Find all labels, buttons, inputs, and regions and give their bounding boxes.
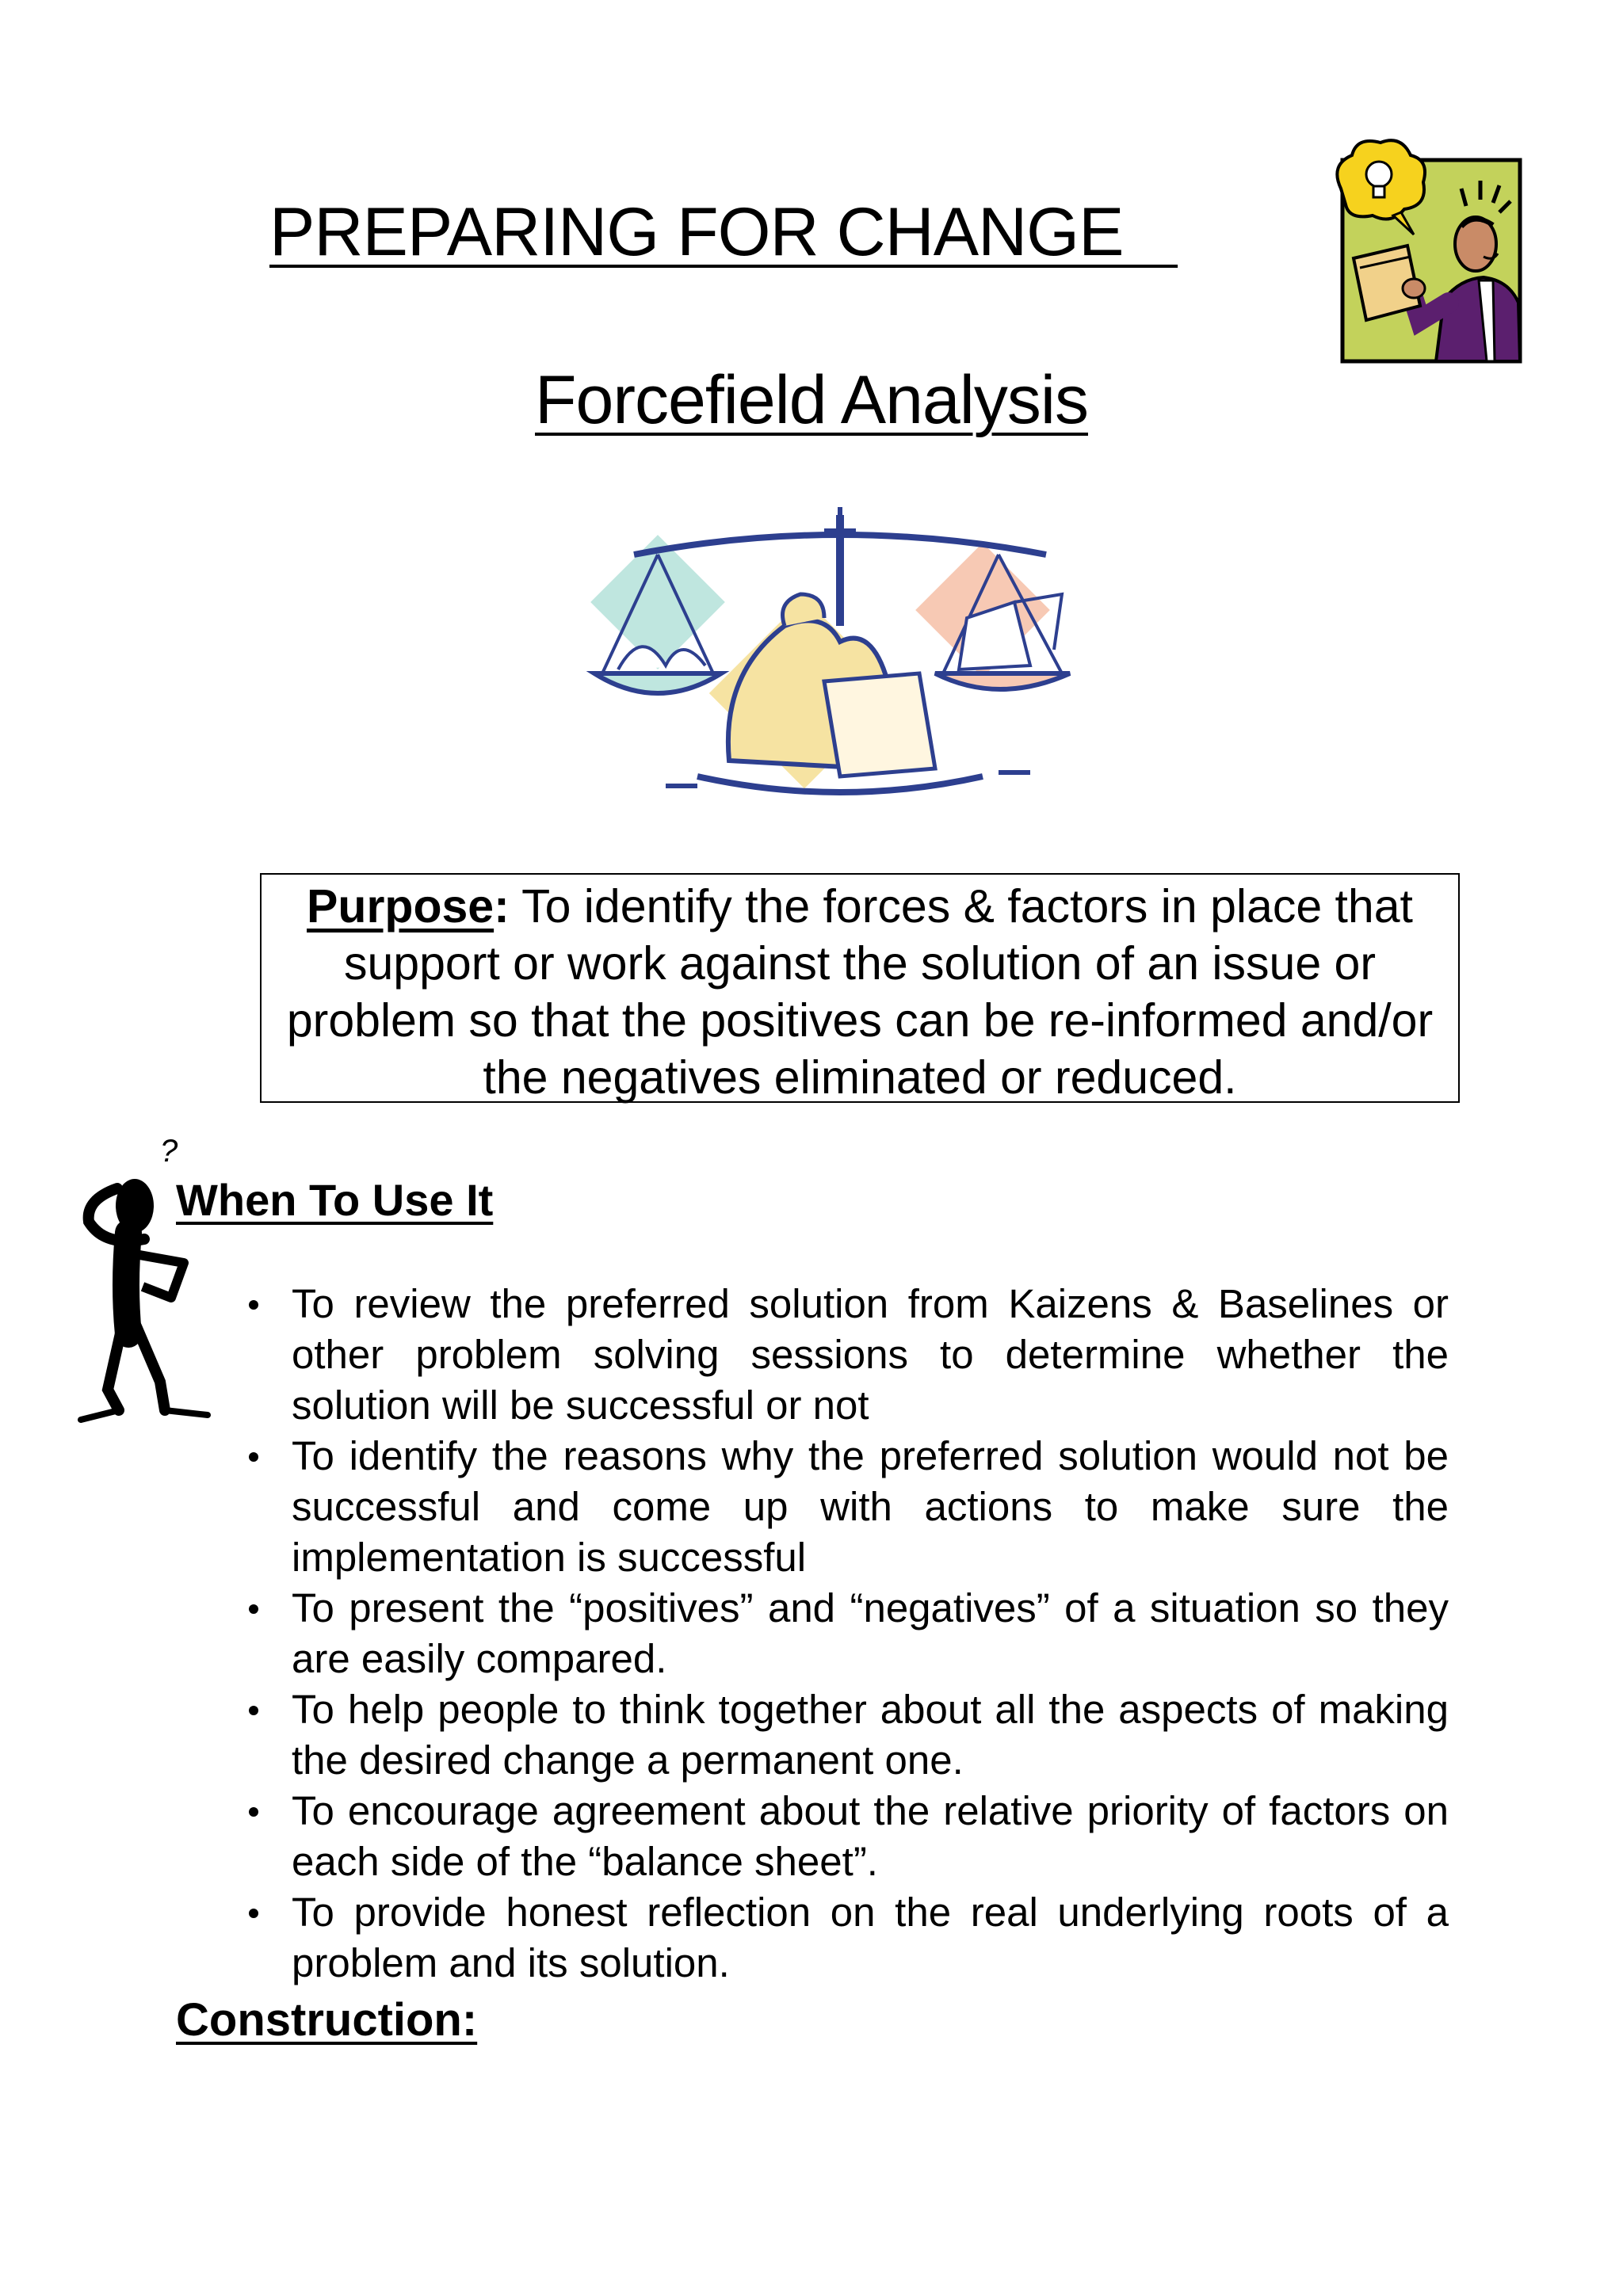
list-item: To provide honest reflection on the real underlying roots of a problem and its solution. [238, 1887, 1449, 1989]
list-item: To encourage agreement about the relative priority of factors on each side of the “balance sheet”. [238, 1786, 1449, 1887]
list-item: To help people to think together about all the aspects of making the desired change a permanent one. [238, 1684, 1449, 1786]
purpose-text: To identify the forces & factors in place that support or work against the solution of an issue or problem so that the positives can be re-informed and/or the negatives eliminated or reduced. [286, 880, 1434, 1104]
list-item: To identify the reasons why the preferred solution would not be successful and come up with actions to make sure the implementation is successful [238, 1431, 1449, 1583]
purpose-label: Purpose [307, 880, 495, 933]
list-item: To present the “positives” and “negatives” of a situation so they are easily compared. [238, 1583, 1449, 1684]
purpose-box [260, 873, 1460, 1103]
svg-text:?: ? [160, 1134, 178, 1169]
construction-heading: Construction: [176, 1994, 478, 2046]
list-item: To review the preferred solution from Kaizens & Baselines or other problem solving sessions to determine whether the solution will be successful or not [238, 1279, 1449, 1431]
page-title: PREPARING FOR CHANGE [269, 194, 1178, 270]
purpose-colon: : [494, 880, 510, 933]
balance-scale-icon [586, 507, 1094, 816]
when-to-use-list [238, 1279, 1449, 1989]
idea-presenter-icon [1325, 133, 1531, 371]
when-to-use-heading: When To Use It [176, 1175, 494, 1225]
page-subtitle: Forcefield Analysis [535, 362, 1088, 438]
